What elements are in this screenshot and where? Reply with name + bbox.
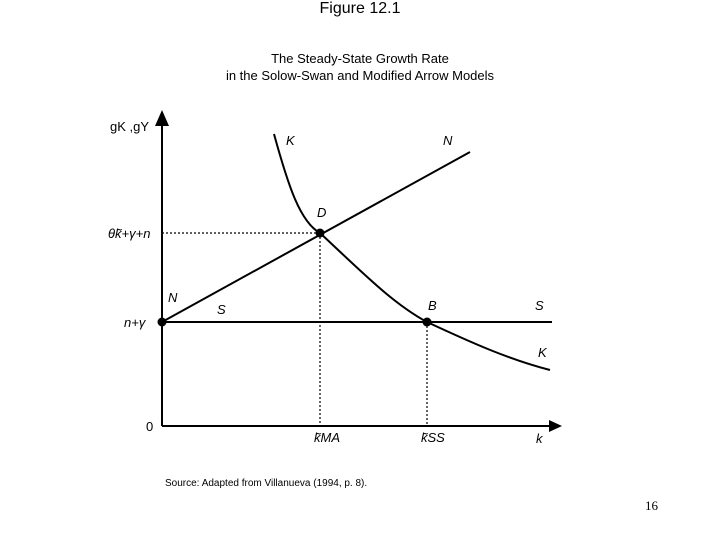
point-label-b: B <box>428 298 437 313</box>
y-tick-upper: θk̃+γ+n <box>108 226 151 241</box>
y-axis-label: gK ,gY <box>110 119 150 134</box>
figure-title-line1: The Steady-State Growth Rate <box>271 51 449 66</box>
x-axis-arrow <box>549 420 562 432</box>
curve-label-s-left: S <box>217 302 226 317</box>
point-label-d: D <box>317 205 327 220</box>
y-axis-arrow <box>155 110 169 126</box>
y-tick-lower: n+γ <box>124 315 146 330</box>
curve-label-n-left: N <box>168 290 178 305</box>
x-tick-k-ma: k̃MA <box>314 430 340 445</box>
curve-label-k-top: K <box>286 133 295 148</box>
page-number: 16 <box>645 498 658 513</box>
curve-label-k-bottom: K <box>538 345 547 360</box>
point-b-marker <box>423 318 432 327</box>
point-d-marker <box>316 229 325 238</box>
point-n-marker <box>158 318 167 327</box>
source-note: Source: Adapted from Villanueva (1994, p. 8). <box>165 478 368 489</box>
kk-curve <box>274 134 550 370</box>
x-axis-label: k <box>536 431 543 446</box>
origin-label: 0 <box>146 419 154 434</box>
figure-number: Figure 12.1 <box>319 0 401 17</box>
x-tick-k-ss: k̃SS <box>421 430 445 445</box>
curve-label-s-right: S <box>535 298 544 313</box>
figure-title-line2: in the Solow-Swan and Modified Arrow Models <box>225 68 495 83</box>
curve-label-n-top: N <box>443 133 453 148</box>
nn-line <box>162 152 470 322</box>
